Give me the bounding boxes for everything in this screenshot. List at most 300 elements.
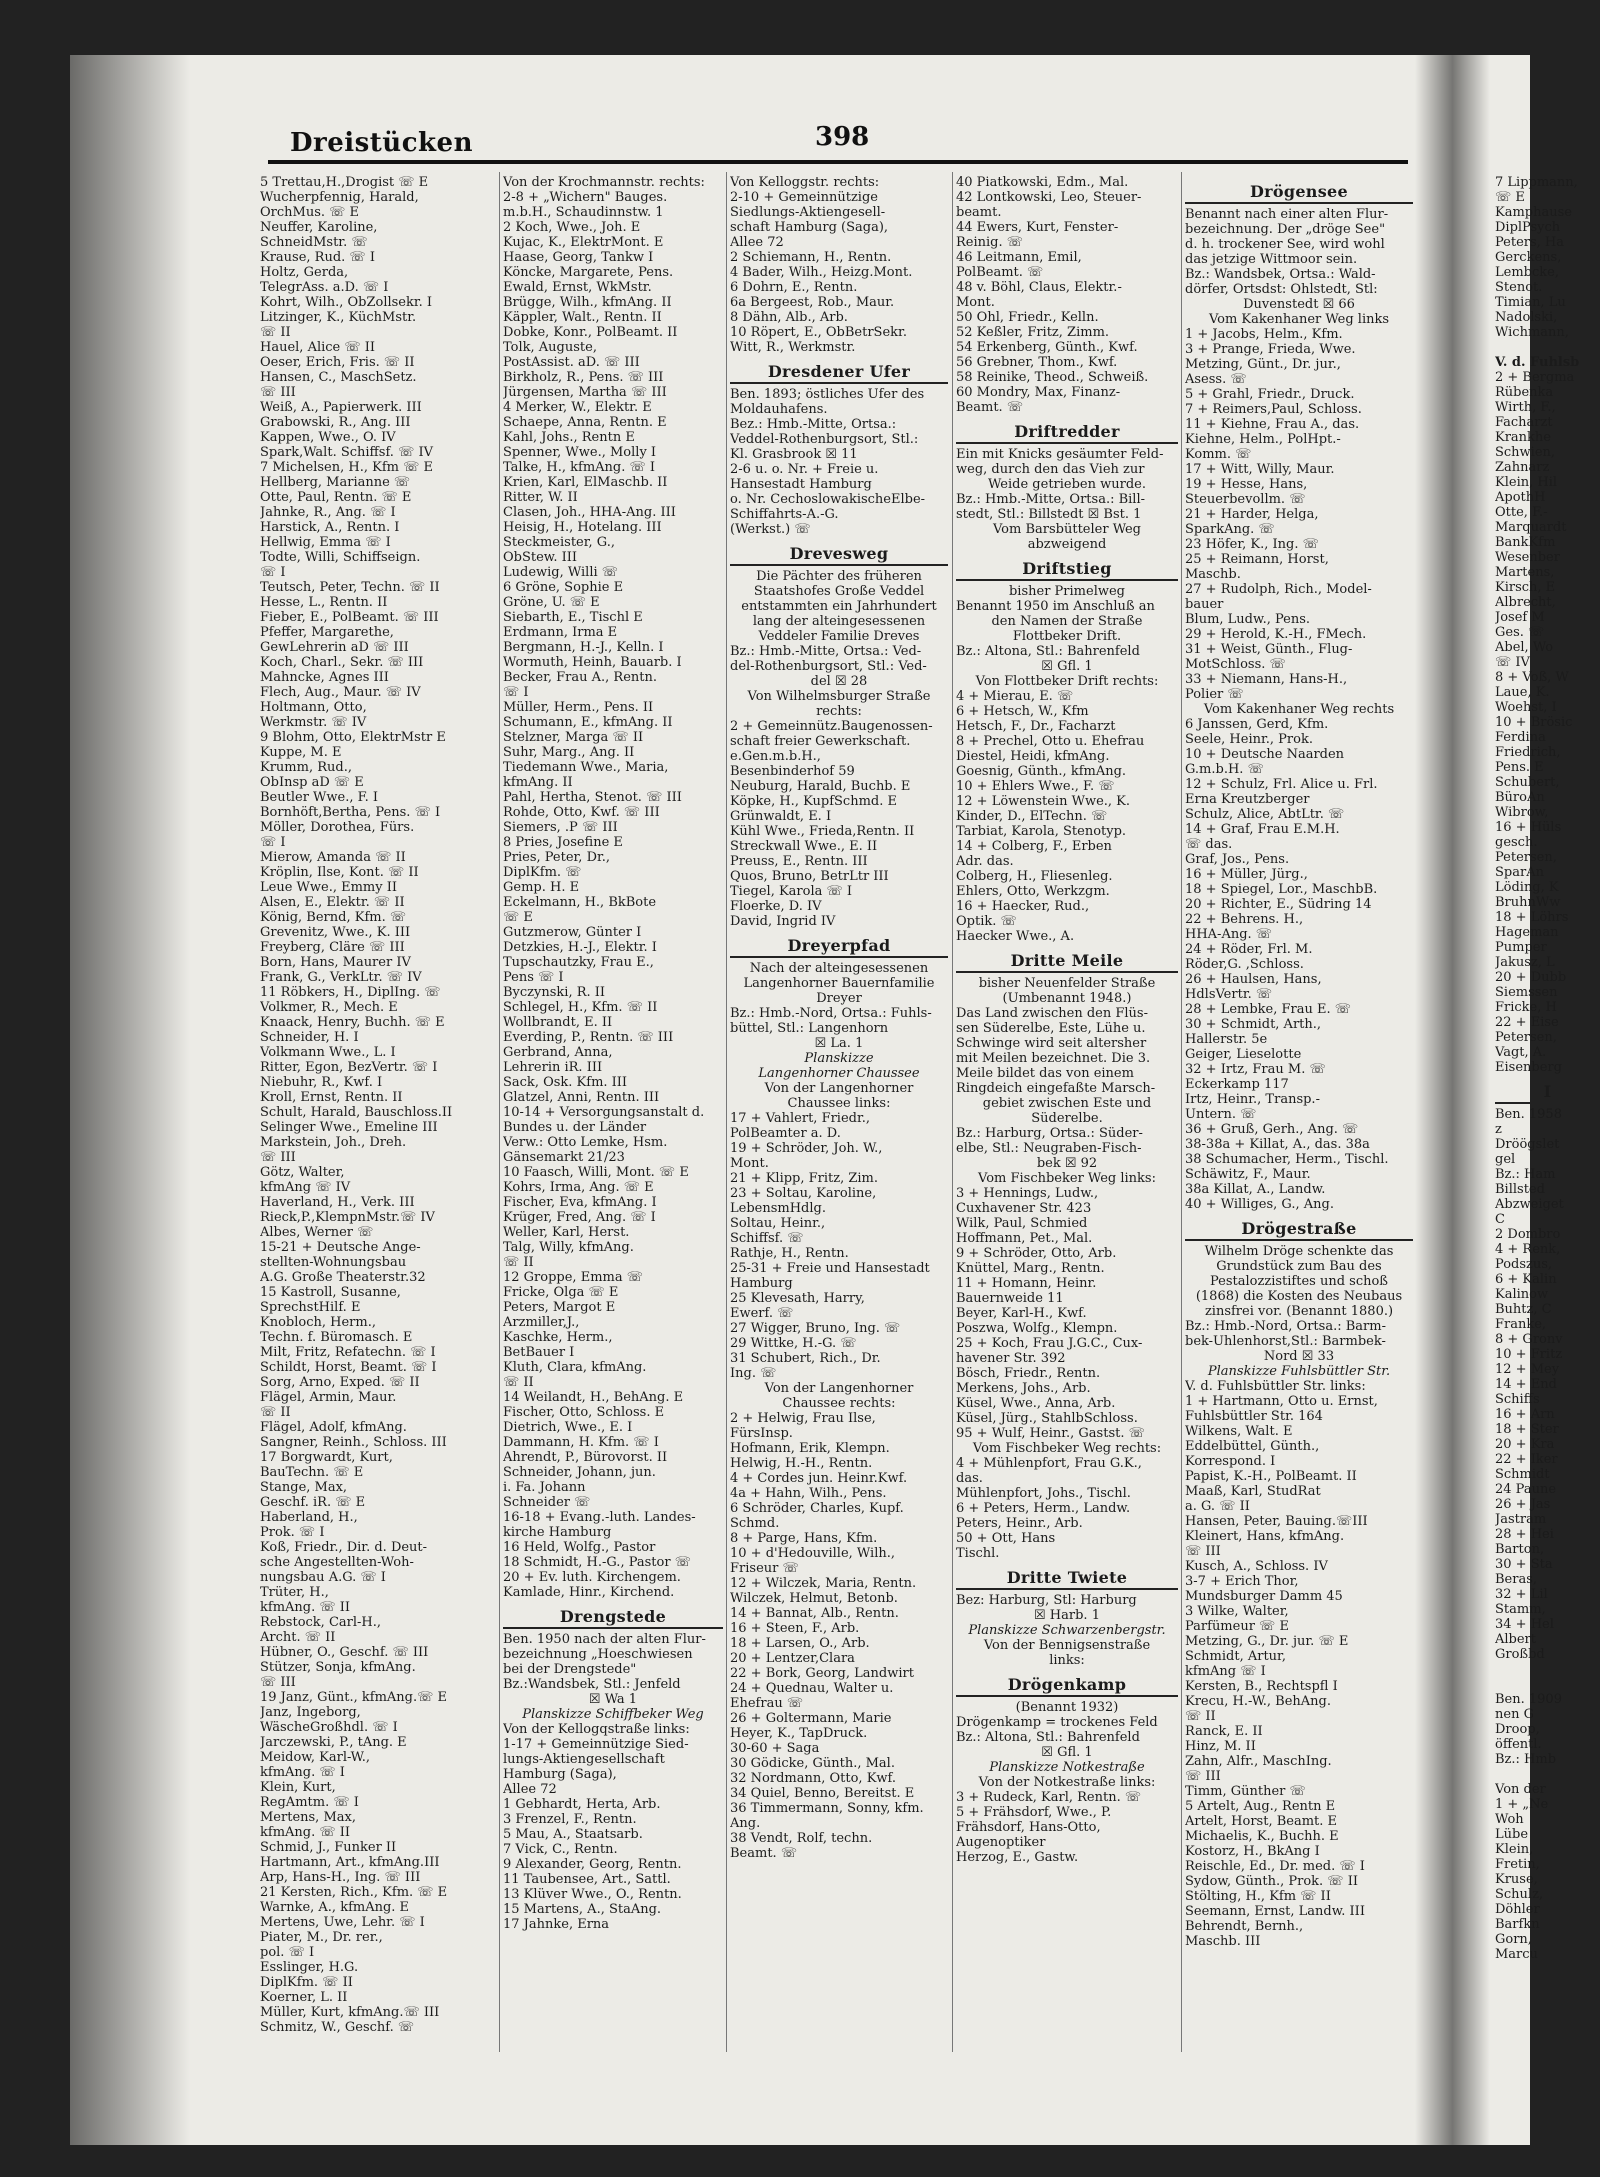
- directory-line: Mont.: [956, 295, 995, 310]
- directory-line: Sydow, Günth., Prok. ☏ II: [1185, 1874, 1358, 1889]
- directory-line: Litzinger, K., KüchMstr.: [260, 310, 417, 325]
- directory-line: a. G. ☏ II: [1185, 1499, 1250, 1514]
- directory-line: ☏ II: [260, 325, 291, 340]
- directory-line: Haase, Georg, Tankw I: [503, 250, 654, 265]
- directory-line: 54 Erkenberg, Günth., Kwf.: [956, 340, 1138, 355]
- directory-line: Fuhlsbüttler Str. 164: [1185, 1409, 1323, 1424]
- directory-line: 18 + Spiegel, Lor., MaschbB.: [1185, 882, 1378, 897]
- directory-line: Pens ☏ I: [503, 970, 564, 985]
- directory-line: 18 + Ster: [1495, 1422, 1559, 1437]
- directory-line: ☏ II: [1185, 1709, 1216, 1724]
- directory-line: Schaepe, Anna, Rentn. E: [503, 415, 667, 430]
- directory-line: Artelt, Horst, Beamt. E: [1185, 1814, 1338, 1829]
- directory-line: Fieber, E., PolBeamt. ☏ III: [260, 610, 439, 625]
- directory-line: Beamt. ☏: [956, 400, 1024, 415]
- directory-line: 31 Schubert, Rich., Dr.: [730, 1351, 881, 1366]
- directory-line: Eckelmann, H., BkBote: [503, 895, 657, 910]
- directory-line: Werkmstr. ☏ IV: [260, 715, 367, 730]
- directory-line: 17 Jahnke, Erna: [503, 1917, 610, 1932]
- street-heading: I: [1495, 1081, 1600, 1104]
- directory-line: kfmAng. II: [503, 775, 573, 790]
- directory-line: Die Pächter des früheren: [756, 569, 922, 584]
- directory-line: Von der Bennigsenstraße: [983, 1638, 1151, 1653]
- directory-line: G.m.b.H. ☏: [1185, 762, 1264, 777]
- directory-line: 24 + Quednau, Walter u.: [730, 1681, 894, 1696]
- directory-line: Mahncke, Agnes III: [260, 670, 389, 685]
- directory-line: Hauel, Alice ☏ II: [260, 340, 376, 355]
- directory-line: Erdmann, Irma E: [503, 625, 618, 640]
- street-heading: Dreyerpfad: [730, 935, 948, 958]
- directory-line: 21 + Klipp, Fritz, Zim.: [730, 1171, 879, 1186]
- directory-line: stellten-Wohnungsbau: [260, 1255, 407, 1270]
- column-divider: [499, 172, 500, 2052]
- directory-line: schaft freier Gewerkschaft.: [730, 734, 911, 749]
- directory-line: Birkholz, R., Pens. ☏ III: [503, 370, 664, 385]
- directory-line: 27 + Rudolph, Rich., Model-: [1185, 582, 1372, 597]
- directory-line: Sorg, Arno, Exped. ☏ II: [260, 1375, 420, 1390]
- directory-line: Hageman: [1495, 925, 1559, 940]
- directory-line: Hofmann, Erik, Klempn.: [730, 1441, 890, 1456]
- directory-line: Wormuth, Heinh, Bauarb. I: [503, 655, 682, 670]
- directory-line: Byczynski, R. II: [503, 985, 606, 1000]
- directory-line: das jetzige Wittmoor sein.: [1185, 252, 1358, 267]
- directory-line: stedt, Stl.: Billstedt ☒ Bst. 1: [956, 507, 1142, 522]
- directory-line: Beras,: [1495, 1572, 1538, 1587]
- directory-line: 7 Michelsen, H., Kfm ☏ E: [260, 460, 433, 475]
- directory-line: Staatshofes Große Veddel: [753, 584, 925, 599]
- directory-line: Facharzt: [1495, 415, 1553, 430]
- directory-line: Kohrs, Irma, Ang. ☏ E: [503, 1180, 654, 1195]
- directory-line: Helwig, H.-H., Rentn.: [730, 1456, 873, 1471]
- directory-line: Planskizze: [804, 1051, 874, 1066]
- directory-line: gel: [1495, 1152, 1516, 1167]
- directory-line: 3 + Rudeck, Karl, Rentn. ☏: [956, 1790, 1142, 1805]
- directory-line: 38 Vendt, Rolf, techn.: [730, 1831, 873, 1846]
- directory-line: Otte, Paul, Rentn. ☏ E: [260, 490, 412, 505]
- directory-line: Pestalozzistiftes und schoß: [1210, 1274, 1388, 1289]
- directory-line: Siemssen: [1495, 985, 1558, 1000]
- directory-line: 12 Groppe, Emma ☏: [503, 1270, 643, 1285]
- directory-line: ☒ Harb. 1: [1034, 1608, 1100, 1623]
- directory-line: 19 Janz, Günt., kfmAng.☏ E: [260, 1690, 447, 1705]
- directory-line: Prok. ☏ I: [260, 1525, 325, 1540]
- directory-line: 24 Paune: [1495, 1482, 1557, 1497]
- directory-line: Bergmann, H.-J., Kelln. I: [503, 640, 664, 655]
- directory-line: Knobloch, Herm.,: [260, 1315, 376, 1330]
- directory-line: 3 Frenzel, F., Rentn.: [503, 1812, 637, 1827]
- directory-line: Markstein, Joh., Dreh.: [260, 1135, 407, 1150]
- directory-line: Woehst, I: [1495, 700, 1557, 715]
- directory-line: bek-Uhlenhorst,Stl.: Barmbek-: [1185, 1334, 1386, 1349]
- directory-line: Siemers, .P ☏ III: [503, 820, 618, 835]
- directory-line: gesch.: [1495, 835, 1538, 850]
- directory-line: SprechstHilf. E: [260, 1300, 361, 1315]
- directory-line: 20 + Ev. luth. Kirchengem.: [503, 1570, 681, 1585]
- directory-line: 9 Alexander, Georg, Rentn.: [503, 1857, 682, 1872]
- directory-line: Grundstück zum Bau des: [1216, 1259, 1382, 1274]
- directory-line: 26 + Goltermann, Marie: [730, 1711, 892, 1726]
- directory-line: Optik. ☏: [956, 914, 1017, 929]
- directory-line: ObStew. III: [503, 550, 578, 565]
- directory-line: Augenoptiker: [956, 1835, 1046, 1850]
- directory-line: Soltau, Heinr.,: [730, 1216, 826, 1231]
- directory-line: Kalinow: [1495, 1287, 1549, 1302]
- directory-line: 50 Ohl, Friedr., Kelln.: [956, 310, 1099, 325]
- directory-line: ☏ I: [260, 565, 286, 580]
- directory-line: 5 + Frähsdorf, Wwe., P.: [956, 1805, 1112, 1820]
- directory-line: WäscheGroßhdl. ☏ I: [260, 1720, 398, 1735]
- directory-line: Otte, F.-: [1495, 505, 1548, 520]
- directory-line: HdlsVertr. ☏: [1185, 987, 1273, 1002]
- directory-line: Koß, Friedr., Dir. d. Deut-: [260, 1540, 428, 1555]
- directory-line: SchneidMstr. ☏: [260, 235, 368, 250]
- directory-line: Archt. ☏ II: [260, 1630, 336, 1645]
- directory-line: Spenner, Wwe., Molly I: [503, 445, 657, 460]
- directory-line: 11 + Homann, Heinr.: [956, 1276, 1097, 1291]
- directory-line: 2-8 + „Wichern" Bauges.: [503, 190, 668, 205]
- directory-line: Talke, H., kfmAng. ☏ I: [503, 460, 656, 475]
- directory-line: 1-17 + Gemeinnützige Sied-: [503, 1737, 689, 1752]
- directory-line: Jahnke, R., Ang. ☏ I: [260, 505, 396, 520]
- directory-line: Mertens, Uwe, Lehr. ☏ I: [260, 1915, 425, 1930]
- directory-line: Schneider, Johann, jun.: [503, 1465, 656, 1480]
- directory-line: pol. ☏ I: [260, 1945, 315, 1960]
- directory-line: Schmitz, W., Geschf. ☏: [260, 2020, 415, 2035]
- directory-line: 3 + Prange, Frieda, Wwe.: [1185, 342, 1356, 357]
- directory-line: Ben. 1958: [1495, 1107, 1562, 1122]
- directory-line: 6 Schröder, Charles, Kupf.: [730, 1501, 904, 1516]
- directory-line: 2-6 u. o. Nr. + Freie u.: [730, 462, 879, 477]
- directory-line: Kluth, Clara, kfmAng.: [503, 1360, 647, 1375]
- directory-line: Hoffmann, Pet., Mal.: [956, 1231, 1093, 1246]
- directory-line: mit Meilen bezeichnet. Die 3.: [956, 1051, 1151, 1066]
- directory-line: Küsel, Wwe., Anna, Arb.: [956, 1396, 1116, 1411]
- directory-line: 1 + Jacobs, Helm., Kfm.: [1185, 327, 1343, 342]
- directory-line: Peters, Margot E: [503, 1300, 616, 1315]
- directory-line: 20 + Kra: [1495, 1437, 1555, 1452]
- directory-line: Schwinge wird seit altersher: [956, 1036, 1147, 1051]
- directory-line: Krause, Rud. ☏ I: [260, 250, 375, 265]
- directory-line: Müller, Herm., Pens. II: [503, 700, 654, 715]
- directory-line: Laue, K.: [1495, 685, 1550, 700]
- directory-line: Michaelis, K., Buchh. E: [1185, 1829, 1339, 1844]
- directory-line: Bösch, Friedr., Rentn.: [956, 1366, 1101, 1381]
- directory-line: Verw.: Otto Lemke, Hsm.: [503, 1135, 668, 1150]
- directory-line: Clasen, Joh., HHA-Ang. III: [503, 505, 676, 520]
- directory-line: 32 Nordmann, Otto, Kwf.: [730, 1771, 897, 1786]
- street-heading: Driftstieg: [956, 558, 1178, 581]
- directory-line: 8 Dähn, Alb., Arb.: [730, 310, 848, 325]
- directory-line: DiplPsych: [1495, 220, 1561, 235]
- directory-line: 42 Lontkowski, Leo, Steuer-: [956, 190, 1142, 205]
- directory-line: Kusch, A., Schloss. IV: [1185, 1559, 1328, 1574]
- directory-line: Buhtz, C: [1495, 1302, 1552, 1317]
- directory-line: 21 + Harder, Helga,: [1185, 507, 1319, 522]
- directory-line: 38 Schumacher, Herm., Tischl.: [1185, 1152, 1389, 1167]
- directory-line: 16 + Steen, F., Arb.: [730, 1621, 860, 1636]
- directory-line: entstammten ein Jahrhundert: [741, 599, 937, 614]
- directory-line: Pries, Peter, Dr.,: [503, 850, 611, 865]
- directory-line: kfmAng ☏ I: [1185, 1664, 1266, 1679]
- directory-line: Bz.: Harburg, Ortsa.: Süder-: [956, 1126, 1143, 1141]
- directory-line: 34 + Hel: [1495, 1617, 1554, 1632]
- directory-line: Poszwa, Wolfg., Klempn.: [956, 1321, 1118, 1336]
- directory-line: ☏ III: [1185, 1544, 1221, 1559]
- directory-line: Siebarth, E., Tischl E: [503, 610, 643, 625]
- directory-line: Ehlers, Otto, Werkzgm.: [956, 884, 1110, 899]
- directory-line: Kröplin, Ilse, Kont. ☏ II: [260, 865, 419, 880]
- directory-line: sen Süderelbe, Este, Lühe u.: [956, 1021, 1146, 1036]
- directory-line: Schmidt, Artur,: [1185, 1649, 1286, 1664]
- directory-line: 5 Mau, A., Staatsarb.: [503, 1827, 643, 1842]
- directory-line: 7 + Reimers,Paul, Schloss.: [1185, 402, 1362, 417]
- directory-line: 10 + d'Hedouville, Wilh.,: [730, 1546, 896, 1561]
- directory-line: 10 + Ehlers Wwe., F. ☏: [956, 779, 1115, 794]
- directory-line: BetBauer I: [503, 1345, 575, 1360]
- directory-line: Krecu, H.-W., BehAng.: [1185, 1694, 1332, 1709]
- directory-line: Hansen, Peter, Bauing.☏III: [1185, 1514, 1368, 1529]
- directory-line: Sangner, Reinh., Schloss. III: [260, 1435, 447, 1450]
- directory-line: 18 + Löhrs: [1495, 910, 1569, 925]
- directory-line: [1495, 340, 1600, 355]
- directory-line: 7 Vick, C., Rentn.: [503, 1842, 618, 1857]
- directory-line: Steuerbevollm. ☏: [1185, 492, 1306, 507]
- directory-line: Hamburg (Saga),: [503, 1767, 617, 1782]
- directory-line: SparkAng. ☏: [1185, 522, 1275, 537]
- directory-line: Abel, Wo: [1495, 640, 1554, 655]
- directory-line: Tiegel, Karola ☏ I: [730, 884, 853, 899]
- directory-line: Streckwall Wwe., E. II: [730, 839, 878, 854]
- directory-line: 58 Reinike, Theod., Schweiß.: [956, 370, 1149, 385]
- directory-line: 34 Quiel, Benno, Bereitst. E: [730, 1786, 915, 1801]
- directory-line: Bz.: Hmb.-Mitte, Ortsa.: Ved-: [730, 644, 922, 659]
- directory-line: Colberg, H., Fliesenleg.: [956, 869, 1113, 884]
- directory-line: rechts:: [816, 704, 862, 719]
- directory-line: Lübe: [1495, 1827, 1529, 1842]
- directory-line: Pens. E: [1495, 760, 1544, 775]
- directory-line: 14 Weilandt, H., BehAng. E: [503, 1390, 684, 1405]
- directory-line: Merkens, Johs., Arb.: [956, 1381, 1091, 1396]
- directory-line: Untern. ☏: [1185, 1107, 1257, 1122]
- directory-line: Jakusz, L: [1495, 955, 1555, 970]
- directory-line: Köncke, Margarete, Pens.: [503, 265, 674, 280]
- directory-line: Brügge, Wilh., kfmAng. II: [503, 295, 672, 310]
- directory-line: 15-21 + Deutsche Ange-: [260, 1240, 421, 1255]
- directory-line: (Benannt 1932): [1015, 1700, 1119, 1715]
- directory-line: Haberland, H.,: [260, 1510, 358, 1525]
- directory-line: Lembcke,: [1495, 265, 1559, 280]
- directory-line: Grabowski, R., Ang. III: [260, 415, 411, 430]
- directory-line: Tischl.: [956, 1546, 1000, 1561]
- directory-line: 11 Taubensee, Art., Sattl.: [503, 1872, 671, 1887]
- directory-line: Kamphause: [1495, 205, 1572, 220]
- street-heading: Drögestraße: [1185, 1218, 1413, 1241]
- directory-line: Allee 72: [503, 1782, 557, 1797]
- directory-line: Flägel, Adolf, kfmAng.: [260, 1420, 407, 1435]
- header-rule: [268, 160, 1408, 164]
- directory-line: das.: [956, 1471, 983, 1486]
- directory-line: Erna Kreutzberger: [1185, 792, 1310, 807]
- directory-line: e.Gen.m.b.H.,: [730, 749, 821, 764]
- directory-line: sche Angestellten-Woh-: [260, 1555, 414, 1570]
- directory-line: Kleinert, Hans, kfmAng.: [1185, 1529, 1345, 1544]
- directory-line: Quos, Bruno, BetrLtr III: [730, 869, 889, 884]
- directory-line: Allee 72: [730, 235, 784, 250]
- directory-line: zinsfrei vor. (Benannt 1880.): [1204, 1304, 1394, 1319]
- directory-line: Von der: [1495, 1782, 1546, 1797]
- directory-line: Gänsemarkt 21/23: [503, 1150, 625, 1165]
- directory-line: ☏ III: [260, 1150, 296, 1165]
- directory-line: 12 + Schulz, Frl. Alice u. Frl.: [1185, 777, 1378, 792]
- directory-line: C: [1495, 1212, 1505, 1227]
- directory-line: Rohde, Otto, Kwf. ☏ III: [503, 805, 660, 820]
- directory-line: 4 + Cordes jun. Heinr.Kwf.: [730, 1471, 908, 1486]
- directory-line: Alsen, E., Elektr. ☏ II: [260, 895, 405, 910]
- directory-line: 24 + Röder, Frl. M.: [1185, 942, 1313, 957]
- directory-line: Kirsch, E: [1495, 580, 1556, 595]
- directory-line: Koerner, L. II: [260, 1990, 348, 2005]
- directory-line: 4 Merker, W., Elektr. E: [503, 400, 652, 415]
- directory-line: 12 + Löwenstein Wwe., K.: [956, 794, 1131, 809]
- directory-line: kfmAng ☏ IV: [260, 1180, 351, 1195]
- directory-line: Heisig, H., Hotelang. III: [503, 520, 662, 535]
- directory-line: Woh: [1495, 1812, 1524, 1827]
- directory-line: lungs-Aktiengesellschaft: [503, 1752, 665, 1767]
- directory-line: Ehefrau ☏: [730, 1696, 804, 1711]
- directory-line: Witt, R., Werkmstr.: [730, 340, 856, 355]
- directory-line: 32 + Irtz, Frau M. ☏: [1185, 1062, 1326, 1077]
- directory-line: Niebuhr, R., Kwf. I: [260, 1075, 383, 1090]
- directory-line: Planskizze Schwarzenbergstr.: [968, 1623, 1166, 1638]
- directory-line: Geschf. iR. ☏ E: [260, 1495, 366, 1510]
- directory-line: Schult, Harald, Bauschloss.II: [260, 1105, 453, 1120]
- directory-line: 46 Leitmann, Emil,: [956, 250, 1082, 265]
- directory-line: Kohrt, Wilh., ObZollsekr. I: [260, 295, 433, 310]
- directory-line: 18 + Larsen, O., Arb.: [730, 1636, 870, 1651]
- directory-line: OrchMus. ☏ E: [260, 205, 360, 220]
- directory-line: 60 Mondry, Max, Finanz-: [956, 385, 1121, 400]
- directory-line: Harstick, A., Rentn. I: [260, 520, 400, 535]
- directory-line: Dammann, H. Kfm. ☏ I: [503, 1435, 659, 1450]
- directory-line: del-Rothenburgsort, Stl.: Ved-: [730, 659, 927, 674]
- directory-line: Blum, Ludw., Pens.: [1185, 612, 1311, 627]
- directory-column-5: [1185, 175, 1413, 2075]
- directory-line: Wesenber: [1495, 550, 1560, 565]
- directory-line: Adr. das.: [956, 854, 1014, 869]
- directory-line: 18 Schmidt, H.-G., Pastor ☏: [503, 1555, 691, 1570]
- directory-line: Friseur ☏: [730, 1561, 799, 1576]
- directory-line: 50 + Ott, Hans: [956, 1531, 1056, 1546]
- directory-line: Planskizze Notkestraße: [989, 1760, 1145, 1775]
- directory-line: 11 Röbkers, H., DiplIng. ☏: [260, 985, 441, 1000]
- directory-line: Ein mit Knicks gesäumter Feld-: [956, 447, 1164, 462]
- directory-line: 17 Borgwardt, Kurt,: [260, 1450, 393, 1465]
- directory-line: Schiffsf. ☏: [730, 1231, 804, 1246]
- directory-line: 56 Grebner, Thom., Kwf.: [956, 355, 1118, 370]
- directory-line: 30-60 + Saga: [730, 1741, 820, 1756]
- directory-line: Cuxhavener Str. 423: [956, 1201, 1092, 1216]
- directory-line: Rübenka: [1495, 385, 1554, 400]
- directory-line: Mühlenpfort, Johs., Tischl.: [956, 1486, 1131, 1501]
- directory-line: Wilk, Paul, Schmied: [956, 1216, 1088, 1231]
- directory-line: 8 + Parge, Hans, Kfm.: [730, 1531, 878, 1546]
- directory-line: 20 + Richter, E., Südring 14: [1185, 897, 1372, 912]
- directory-line: Flottbeker Drift.: [1012, 629, 1122, 644]
- street-heading: Driftredder: [956, 421, 1178, 444]
- column-divider: [726, 172, 727, 2052]
- directory-line: Bez.: Hmb.-Mitte, Ortsa.:: [730, 417, 897, 432]
- directory-line: Neuffer, Karoline,: [260, 220, 378, 235]
- directory-line: 17 + Vahlert, Friedr.,: [730, 1111, 871, 1126]
- directory-line: 30 Gödicke, Günth., Mal.: [730, 1756, 895, 1771]
- directory-line: Techn. f. Büromasch. E: [260, 1330, 413, 1345]
- directory-line: König, Bernd, Kfm. ☏: [260, 910, 407, 925]
- directory-line: Jürgensen, Martha ☏ III: [503, 385, 667, 400]
- directory-line: Albert: [1495, 1632, 1536, 1647]
- directory-line: 10 Faasch, Willi, Mont. ☏ E: [503, 1165, 689, 1180]
- directory-line: Schmidt: [1495, 1467, 1550, 1482]
- directory-line: 95 + Wulf, Heinr., Gastst. ☏: [956, 1426, 1145, 1441]
- directory-line: Timian, Lu: [1495, 295, 1566, 310]
- directory-line: 11 + Kiehne, Frau A., das.: [1185, 417, 1360, 432]
- directory-line: z: [1495, 1122, 1502, 1137]
- directory-line: Vom Kakenhaner Weg rechts: [1203, 702, 1395, 717]
- directory-line: 52 Keßler, Fritz, Zimm.: [956, 325, 1110, 340]
- directory-line: Gerbrand, Anna,: [503, 1045, 613, 1060]
- directory-line: 2 + Bergma: [1495, 370, 1575, 385]
- directory-line: 40 + Williges, G., Ang.: [1185, 1197, 1334, 1212]
- directory-line: Gerckens,: [1495, 250, 1562, 265]
- directory-line: Franke,: [1495, 1317, 1547, 1332]
- directory-line: Mertens, Max,: [260, 1810, 356, 1825]
- directory-line: 33 + Niemann, Hans-H.,: [1185, 672, 1348, 687]
- directory-line: Pfeffer, Margarethe,: [260, 625, 394, 640]
- directory-line: Köpke, H., KupfSchmd. E: [730, 794, 897, 809]
- directory-line: 16 + Haecker, Rud.,: [956, 899, 1090, 914]
- directory-line: V. d. Fuhlsb: [1495, 355, 1580, 370]
- directory-line: Müller, Kurt, kfmAng.☏ III: [260, 2005, 440, 2020]
- directory-line: 10 + Fritz: [1495, 1347, 1563, 1362]
- directory-line: Gröne, U. ☏ E: [503, 595, 600, 610]
- directory-line: weg, durch den das Vieh zur: [956, 462, 1145, 477]
- directory-line: Abzweiget: [1495, 1197, 1564, 1212]
- directory-line: GewLehrerin aD ☏ III: [260, 640, 409, 655]
- directory-line: Marquardt: [1495, 520, 1567, 535]
- directory-line: Klein,: [1495, 1842, 1534, 1857]
- directory-line: 12 + Mey: [1495, 1362, 1560, 1377]
- directory-line: PolBeamt. ☏: [956, 265, 1044, 280]
- directory-line: elbe, Stl.: Neugraben-Fisch-: [956, 1141, 1142, 1156]
- directory-line: del ☒ 28: [810, 674, 868, 689]
- directory-line: Eddelbüttel, Günth.,: [1185, 1439, 1320, 1454]
- directory-line: 40 Piatkowski, Edm., Mal.: [956, 175, 1129, 190]
- directory-line: Teutsch, Peter, Techn. ☏ II: [260, 580, 440, 595]
- directory-line: Planskizze Schiffbeker Weg: [522, 1707, 704, 1722]
- directory-line: Vagt, A.: [1495, 1045, 1547, 1060]
- directory-line: 25 + Reimann, Horst,: [1185, 552, 1329, 567]
- directory-line: ApothH: [1495, 490, 1546, 505]
- directory-line: Kersten, B., Rechtspfl I: [1185, 1679, 1338, 1694]
- directory-line: Schulz,: [1495, 1887, 1544, 1902]
- directory-line: Siedlungs-Aktiengesell-: [730, 205, 886, 220]
- directory-line: Petersen,: [1495, 850, 1557, 865]
- directory-line: Käppler, Walt., Rentn. II: [503, 310, 662, 325]
- directory-line: bisher Primelweg: [1008, 584, 1125, 599]
- directory-line: Dietrich, Wwe., E. I: [503, 1420, 633, 1435]
- directory-line: 28 + Hei: [1495, 1527, 1554, 1542]
- directory-line: Irtz, Heinr., Transp.-: [1185, 1092, 1320, 1107]
- directory-line: Kostorz, H., BkAng I: [1185, 1844, 1320, 1859]
